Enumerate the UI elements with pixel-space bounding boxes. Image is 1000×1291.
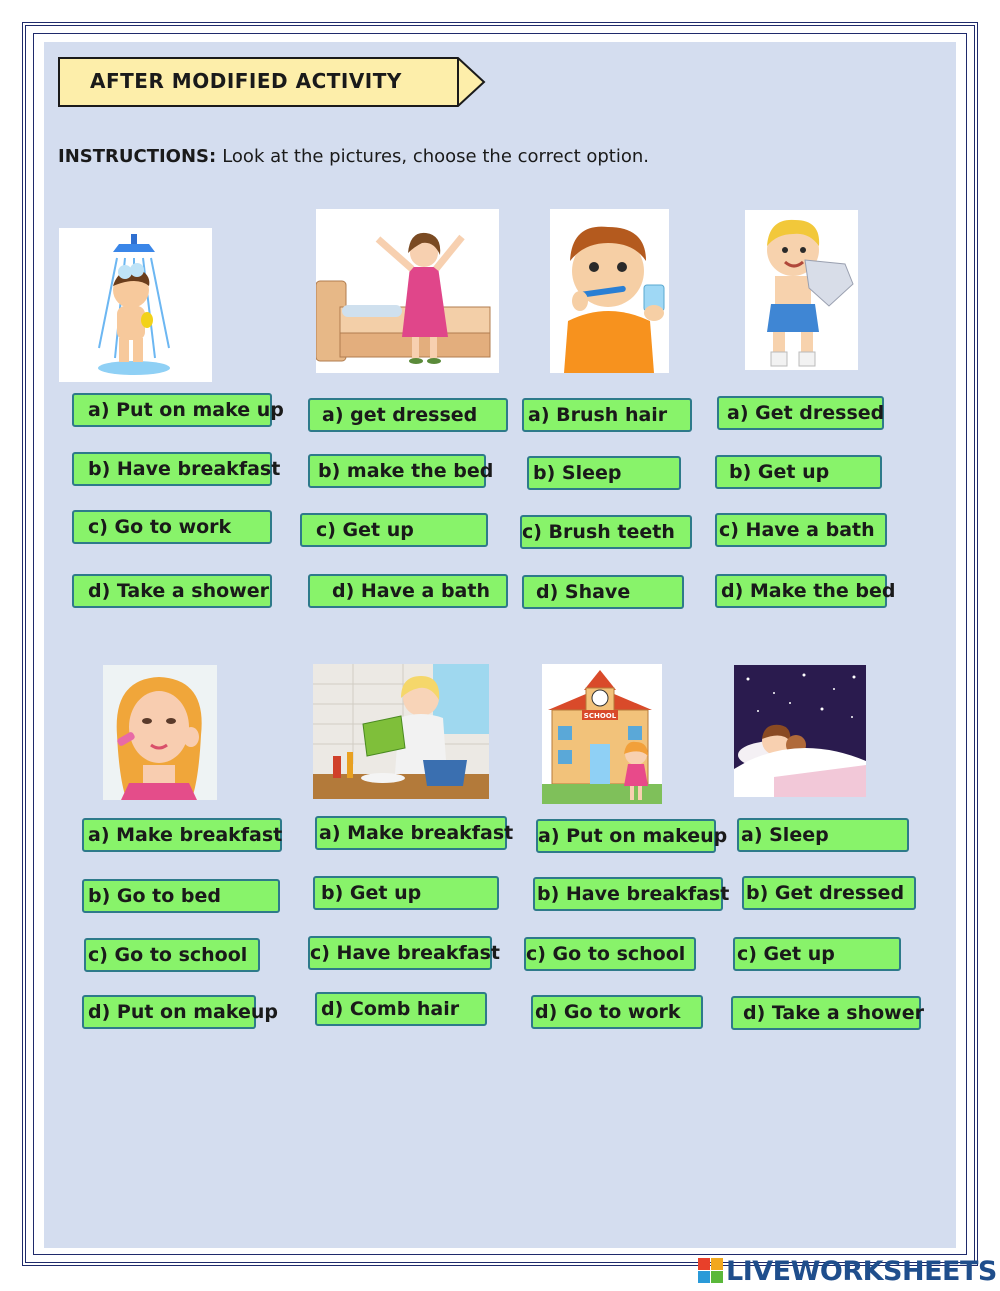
- q1-option-b[interactable]: b) Have breakfast: [72, 452, 272, 486]
- q5-option-a[interactable]: a) Make breakfast: [82, 818, 282, 852]
- q3-option-c[interactable]: c) Brush teeth: [520, 515, 692, 549]
- get-dressed-picture: [745, 210, 858, 370]
- sleep-picture: [734, 665, 866, 797]
- instructions: [58, 146, 649, 167]
- q6-option-b[interactable]: b) Get up: [313, 876, 499, 910]
- q6-option-a[interactable]: a) Make breakfast: [315, 816, 507, 850]
- q3-option-b[interactable]: b) Sleep: [527, 456, 681, 490]
- q3-option-a[interactable]: a) Brush hair: [522, 398, 692, 432]
- q2-option-b[interactable]: b) make the bed: [308, 454, 486, 488]
- watermark-text: LIVEWORKSHEETS: [726, 1255, 997, 1287]
- page-title: AFTER MODIFIED ACTIVITY: [90, 69, 402, 93]
- title-banner: [58, 57, 486, 107]
- q8-option-b[interactable]: b) Get dressed: [742, 876, 916, 910]
- q4-option-d[interactable]: d) Make the bed: [715, 574, 887, 608]
- q7-option-c[interactable]: c) Go to school: [524, 937, 696, 971]
- liveworksheets-watermark: [698, 1256, 997, 1286]
- q1-option-a[interactable]: a) Put on make up: [72, 393, 272, 427]
- q2-option-c[interactable]: c) Get up: [300, 513, 488, 547]
- q5-option-d[interactable]: d) Put on makeup: [82, 995, 256, 1029]
- liveworksheets-logo-icon: [698, 1258, 724, 1284]
- q5-option-b[interactable]: b) Go to bed: [82, 879, 280, 913]
- q3-option-d[interactable]: d) Shave: [522, 575, 684, 609]
- school-picture: [542, 664, 662, 804]
- q6-option-c[interactable]: c) Have breakfast: [308, 936, 492, 970]
- instructions-label: INSTRUCTIONS:: [58, 146, 217, 167]
- q7-option-d[interactable]: d) Go to work: [531, 995, 703, 1029]
- q6-option-d[interactable]: d) Comb hair: [315, 992, 487, 1026]
- q8-option-a[interactable]: a) Sleep: [737, 818, 909, 852]
- school-sign-text: SCHOOL: [583, 712, 617, 720]
- q2-option-a[interactable]: a) get dressed: [308, 398, 508, 432]
- q4-option-c[interactable]: c) Have a bath: [715, 513, 887, 547]
- shower-picture: [59, 228, 212, 382]
- q7-option-a[interactable]: a) Put on makeup: [536, 819, 716, 853]
- cooking-picture: [313, 664, 489, 799]
- q4-option-a[interactable]: a) Get dressed: [717, 396, 884, 430]
- brush-teeth-picture: [550, 209, 669, 373]
- q8-option-d[interactable]: d) Take a shower: [731, 996, 921, 1030]
- q8-option-c[interactable]: c) Get up: [733, 937, 901, 971]
- q2-option-d[interactable]: d) Have a bath: [308, 574, 508, 608]
- makeup-picture: [103, 665, 217, 800]
- q1-option-c[interactable]: c) Go to work: [72, 510, 272, 544]
- q4-option-b[interactable]: b) Get up: [715, 455, 882, 489]
- q5-option-c[interactable]: c) Go to school: [84, 938, 260, 972]
- q7-option-b[interactable]: b) Have breakfast: [533, 877, 723, 911]
- wake-up-picture: [316, 209, 499, 373]
- q1-option-d[interactable]: d) Take a shower: [72, 574, 272, 608]
- instructions-text: Look at the pictures, choose the correct option.: [222, 146, 649, 167]
